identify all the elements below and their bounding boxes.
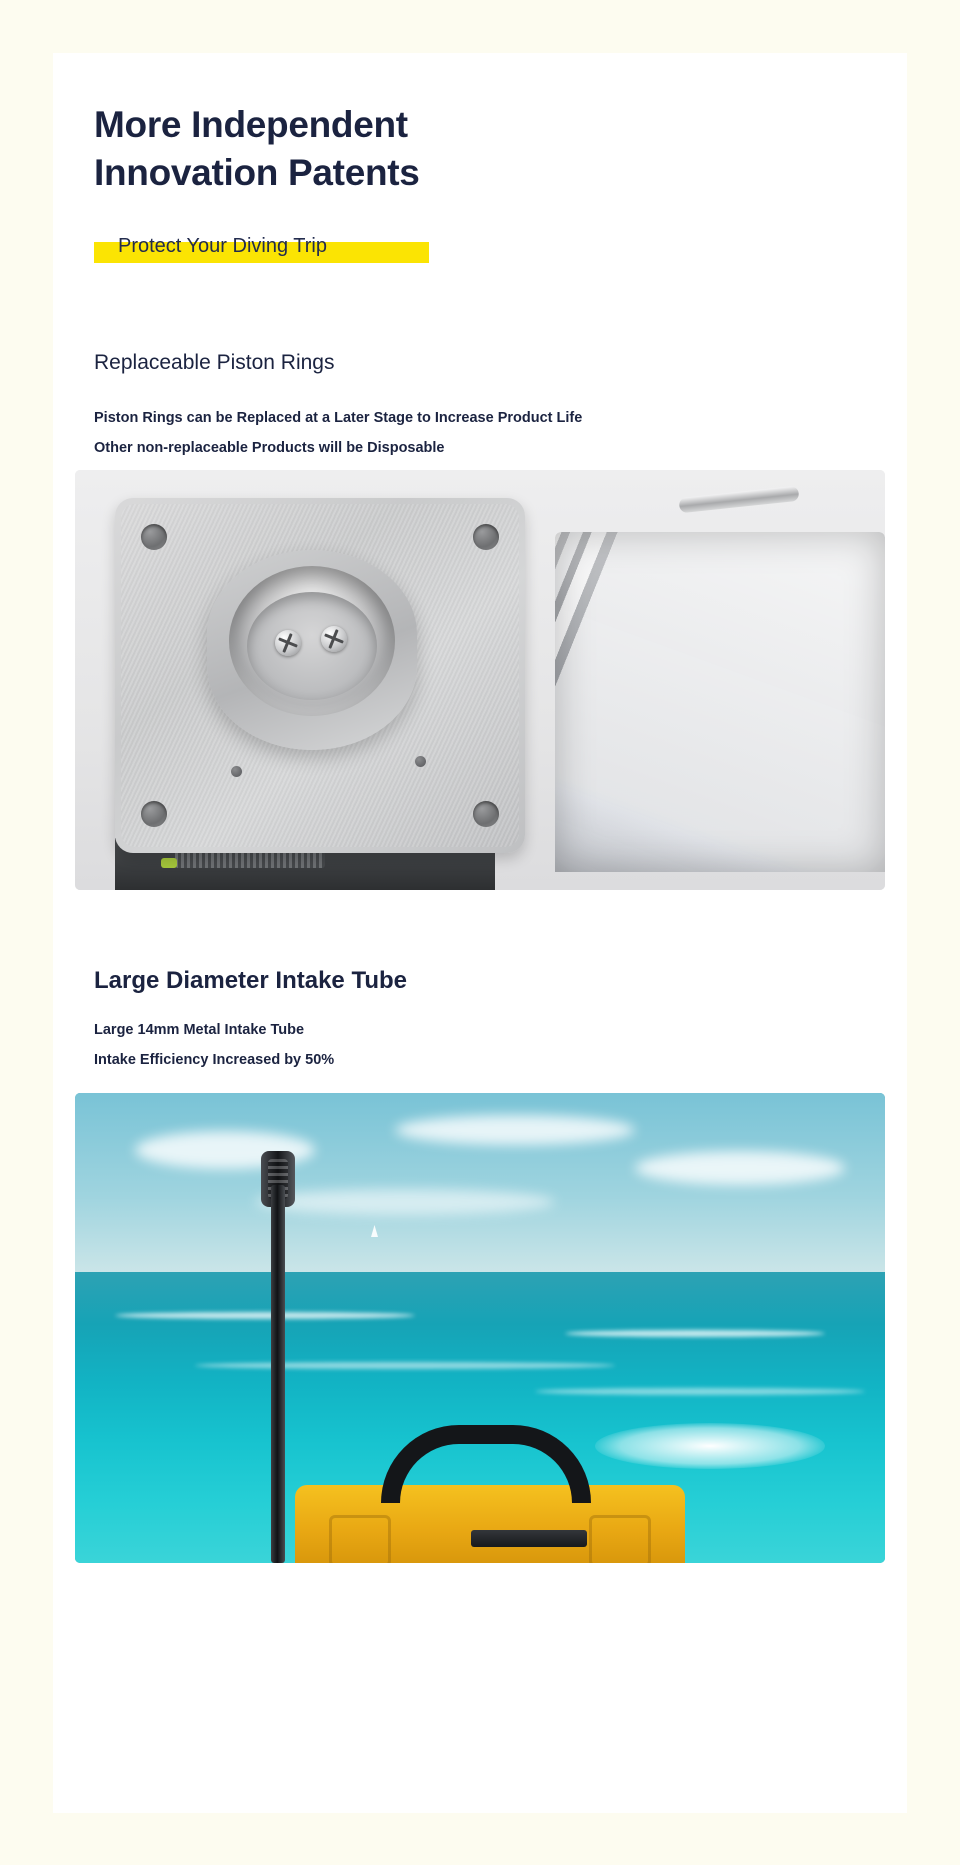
screw-icon: [321, 626, 347, 652]
bolt-hole-icon: [141, 801, 167, 827]
rivet-icon: [415, 756, 426, 767]
cloud-icon: [635, 1151, 845, 1185]
section-1-body-line-1: Piston Rings can be Replaced at a Later Stage to Increase Product Life: [94, 410, 583, 426]
photo-1-foil-sheet: [555, 532, 885, 872]
section-2-title: Large Diameter Intake Tube: [94, 967, 407, 994]
photo-1-cylinder-boss: [207, 550, 417, 750]
page-title: [94, 101, 794, 197]
section-2-body-line-1: Large 14mm Metal Intake Tube: [94, 1022, 305, 1038]
bolt-hole-icon: [473, 801, 499, 827]
product-detail-card: [53, 53, 907, 1813]
photo-2-intake-tube: [271, 1185, 285, 1563]
wave-line: [565, 1330, 825, 1337]
section-1-body-line-2: Other non-replaceable Products will be Disposable: [94, 440, 445, 456]
photo-2-case-latch: [471, 1530, 587, 1547]
section-1-image: [75, 470, 885, 890]
bolt-hole-icon: [141, 524, 167, 550]
subheadline: Protect Your Diving Trip: [118, 235, 327, 257]
bolt-hole-icon: [473, 524, 499, 550]
photo-2-sky: [75, 1093, 885, 1281]
cloud-icon: [255, 1189, 555, 1215]
photo-1-green-marker: [161, 858, 177, 868]
cloud-icon: [395, 1115, 635, 1145]
subheadline-block: [94, 231, 514, 265]
wave-line: [535, 1388, 865, 1395]
wave-line: [115, 1312, 415, 1319]
wave-line: [195, 1362, 615, 1369]
headline-line-1: More Independent: [94, 104, 408, 145]
rivet-icon: [231, 766, 242, 777]
photo-1-cylinder-bore: [229, 566, 395, 716]
photo-1-flange-plate: [115, 498, 525, 853]
section-2-body-line-2: Intake Efficiency Increased by 50%: [94, 1052, 335, 1068]
screw-icon: [275, 630, 301, 656]
section-1-title: Replaceable Piston Rings: [94, 351, 335, 374]
breaking-wave-foam: [595, 1423, 825, 1469]
section-2-body: [94, 1015, 866, 1075]
headline-line-2: Innovation Patents: [94, 152, 420, 193]
photo-1-piston-face: [247, 592, 377, 700]
section-1-body: [94, 403, 866, 463]
section-2-image: [75, 1093, 885, 1563]
